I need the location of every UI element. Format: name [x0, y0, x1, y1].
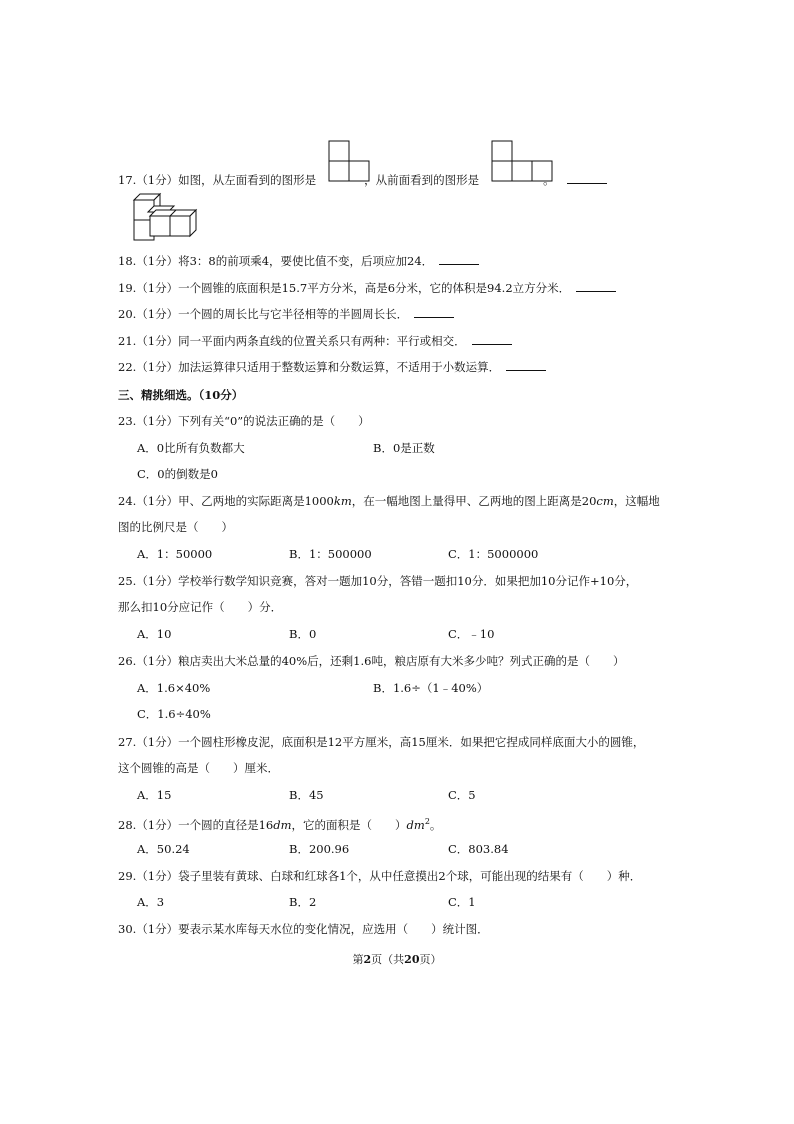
q27-option-a: A．15 — [137, 788, 172, 802]
q26-option-b: B．1.6÷（1﹣40%） — [373, 681, 489, 695]
q24-option-a: A．1：50000 — [137, 547, 213, 561]
q17-suffix: 。 — [543, 173, 555, 187]
q26-option-a: A．1.6×40% — [137, 681, 211, 695]
q28-option-c: C．803.84 — [448, 842, 509, 856]
q24-text-b: ，在一幅地图上量得甲、乙两地的图上距离是20 — [351, 494, 597, 508]
question-23: 23.（1分）下列有关“0”的说法正确的是（ ） — [118, 414, 370, 428]
q25-option-b: B．0 — [289, 627, 317, 641]
footer-prefix: 第 — [352, 953, 364, 966]
question-25: 25.（1分）学校举行数学知识竞赛，答对一题加10分，答错一题扣10分．如果把加10分记作+10分， — [118, 574, 638, 588]
q23-option-c: C．0的倒数是0 — [137, 467, 218, 481]
q28-text-b: ，它的面积是（ ） — [291, 817, 407, 832]
q24-unit-cm: cm — [596, 494, 614, 508]
answer-blank — [472, 334, 512, 345]
question-18 — [118, 253, 479, 269]
q28-option-b: B．200.96 — [289, 842, 350, 856]
cube-stack-figure — [132, 190, 200, 246]
q26-option-c: C．1.6÷40% — [137, 707, 211, 721]
question-24-line2: 图的比例尺是（ ） — [118, 520, 233, 534]
q24-unit-km: km — [333, 494, 352, 508]
question-27: 27.（1分）一个圆柱形橡皮泥，底面积是12平方厘米，高15厘米．如果把它捏成同样底面大小的圆锥， — [118, 735, 645, 749]
q28-option-a: A．50.24 — [137, 842, 190, 856]
q18-text: 18.（1分）将3：8的前项乘4，要使比值不变，后项应加24． — [118, 254, 434, 268]
q25-option-a: A．10 — [137, 627, 172, 641]
q22-text: 22.（1分）加法运算律只适用于整数运算和分数运算，不适用于小数运算． — [118, 360, 501, 374]
question-28 — [118, 814, 441, 833]
question-25-line2: 那么扣10分应记作（ ）分． — [118, 600, 283, 614]
q19-text: 19.（1分）一个圆锥的底面积是15.7平方分米，高是6分米，它的体积是94.2立方分米． — [118, 281, 571, 295]
q21-text: 21.（1分）同一平面内两条直线的位置关系只有两种：平行或相交． — [118, 334, 466, 348]
q29-option-b: B．2 — [289, 895, 317, 909]
question-22 — [118, 359, 546, 375]
q27-option-b: B．45 — [289, 788, 324, 802]
q28-end: 。 — [429, 817, 442, 832]
q25-option-c: C．﹣10 — [448, 627, 495, 641]
q28-unit-dm: dm — [273, 817, 292, 832]
question-19 — [118, 280, 616, 296]
q24-text-a: 24.（1分）甲、乙两地的实际距离是1000 — [118, 494, 334, 508]
q29-option-c: C．1 — [448, 895, 476, 909]
answer-blank — [414, 307, 454, 318]
q28-superscript: 2 — [424, 817, 430, 826]
q20-text: 20.（1分）一个圆的周长比与它半径相等的半圆周长长． — [118, 307, 409, 321]
question-27-line2: 这个圆锥的高是（ ）厘米． — [118, 761, 279, 775]
q27-option-c: C．5 — [448, 788, 476, 802]
left-view-figure — [328, 139, 372, 183]
answer-blank — [506, 360, 546, 371]
q28-unit-dm2: dm — [406, 817, 425, 832]
page-footer — [0, 951, 794, 967]
q23-option-b: B．0是正数 — [373, 441, 435, 455]
q24-option-b: B．1：500000 — [289, 547, 372, 561]
q17-prefix: 17.（1分）如图，从左面看到的图形是 — [118, 173, 317, 187]
section-heading: 三、精挑细选。（10分） — [118, 388, 244, 402]
question-30: 30.（1分）要表示某水库每天水位的变化情况，应选用（ ）统计图． — [118, 922, 489, 936]
q17-mid: ，从前面看到的图形是 — [364, 173, 480, 187]
footer-page-number: 2 — [363, 953, 372, 966]
answer-blank — [576, 281, 616, 292]
footer-suffix: 页） — [419, 953, 442, 966]
question-21 — [118, 333, 512, 349]
q24-option-c: C．1：5000000 — [448, 547, 539, 561]
footer-mid: 页（共 — [371, 953, 405, 966]
question-29: 29.（1分）袋子里装有黄球、白球和红球各1个，从中任意摸出2个球，可能出现的结果有（ ）种． — [118, 869, 642, 883]
q28-text-a: 28.（1分）一个圆的直径是16 — [118, 817, 274, 832]
footer-total-pages: 20 — [404, 953, 420, 966]
answer-blank — [439, 254, 479, 265]
question-24 — [118, 493, 660, 509]
q29-option-a: A．3 — [137, 895, 165, 909]
q23-option-a: A．0比所有负数都大 — [137, 441, 245, 455]
q24-text-c: ，这幅地 — [613, 494, 660, 508]
front-view-figure — [491, 139, 555, 183]
question-20 — [118, 306, 454, 322]
answer-blank — [567, 173, 607, 184]
question-26: 26.（1分）粮店卖出大米总量的40%后，还剩1.6吨，粮店原有大米多少吨？列式正确的是（ ） — [118, 654, 625, 668]
